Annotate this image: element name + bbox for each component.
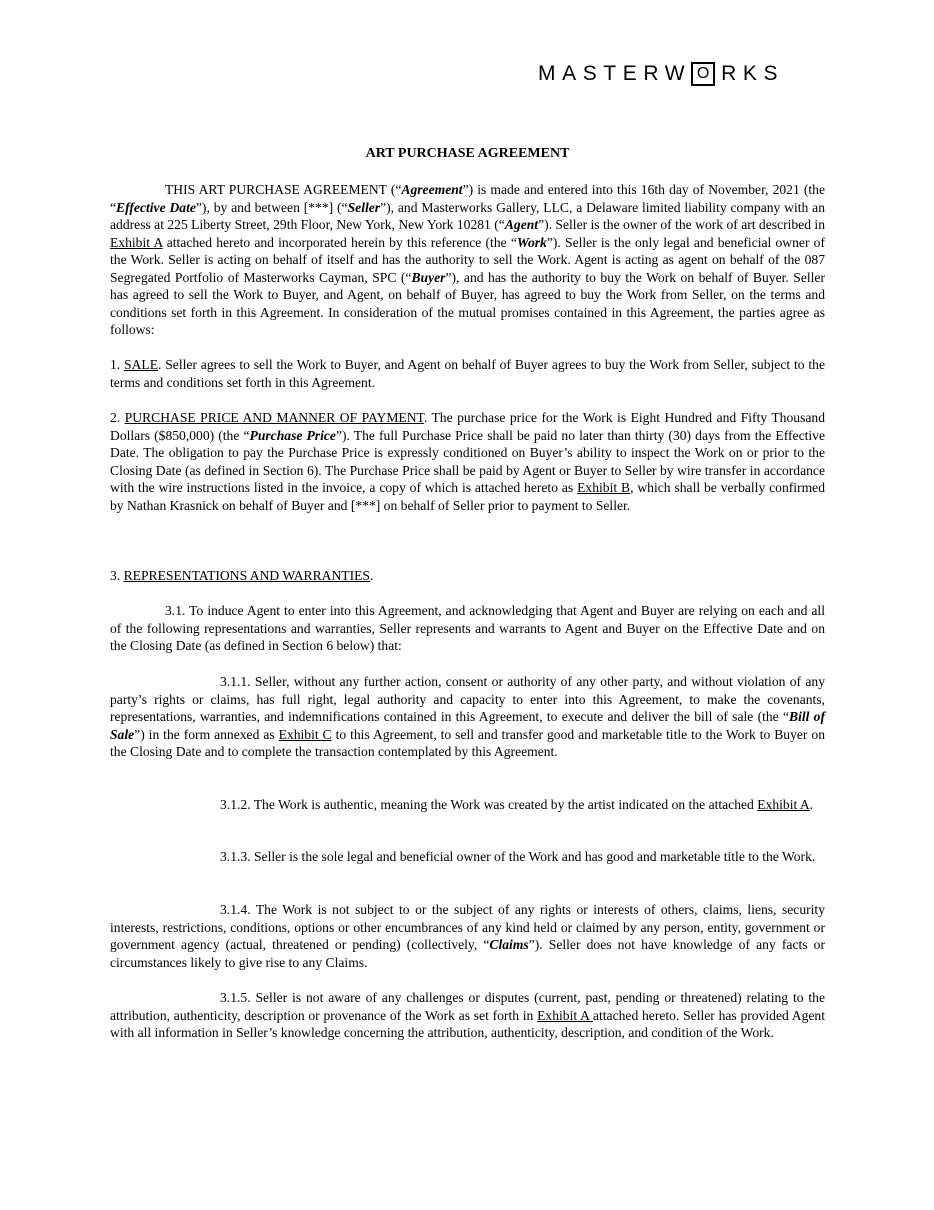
exhibit-b-reference: Exhibit B bbox=[577, 480, 631, 495]
defined-term-bill-of-sale: Bill of Sale bbox=[110, 709, 825, 742]
defined-term-effective-date: Effective Date bbox=[116, 199, 196, 215]
logo-text-start: MASTERW bbox=[538, 62, 692, 86]
section-2-purchase-price: 2. PURCHASE PRICE AND MANNER OF PAYMENT. The purchase price for the Work is Eight Hundred and Fifty Thousand Dollars ($850,000) (the “Purchase Price”). The full Purchase Price shall be paid no later than thirty (30) days from the Effective Date. The obligation to pay the Purchase Price is expressly conditioned on Buyer’s ability to inspect the Work on or prior to the Closing Date (as defined in Section 6). The Purchase Price shall be paid by Agent or Buyer to Seller by wire transfer in accordance with the wire instructions listed in the invoice, a copy of which is attached hereto as Exhibit B, which shall be verbally confirmed by Nathan Krasnick on behalf of Buyer and [***] on behalf of Seller prior to payment to Seller. bbox=[110, 410, 825, 513]
logo-text-end: RKS bbox=[721, 62, 785, 86]
defined-term-work: Work bbox=[516, 234, 547, 250]
section-2-heading: PURCHASE PRICE AND MANNER OF PAYMENT bbox=[124, 410, 424, 425]
clause-3-1-3: 3.1.3. Seller is the sole legal and beneficial owner of the Work and has good and marketable title to the Work. bbox=[220, 849, 816, 864]
defined-term-claims: Claims bbox=[489, 937, 529, 952]
exhibit-a-reference: Exhibit A bbox=[110, 234, 163, 250]
clause-3-1-2: 3.1.2. The Work is authentic, meaning the Work was created by the artist indicated on the attached Exhibit A. bbox=[220, 797, 814, 812]
defined-term-agreement: Agreement bbox=[401, 182, 463, 197]
section-1-heading: SALE bbox=[124, 357, 159, 372]
exhibit-a-reference: Exhibit A bbox=[757, 797, 810, 812]
defined-term-seller: Seller bbox=[347, 199, 381, 215]
masterworks-logo bbox=[538, 60, 784, 88]
defined-term-agent: Agent bbox=[504, 217, 539, 232]
clause-3-1: 3.1. To induce Agent to enter into this Agreement, and acknowledging that Agent and Buyer are relying on each and all of the following representations and warranties, Seller represents and warrants to Agent and Buyer on the Effective Date and on the Closing Date (as defined in Section 6 below) that: bbox=[110, 603, 825, 653]
exhibit-c-reference: Exhibit C bbox=[278, 726, 332, 742]
section-3-heading-line: 3. REPRESENTATIONS AND WARRANTIES. bbox=[110, 568, 374, 583]
document-title: ART PURCHASE AGREEMENT bbox=[365, 146, 570, 161]
clause-3-1-1: 3.1.1. Seller, without any further action, consent or authority of any other party, and without violation of any party’s rights or claims, has full right, legal authority and capacity to enter into this Agreement, to make the covenants, representations, warranties, and indemnifications contained in this Agreement, to execute and deliver the bill of sale (the “Bill of Sale”) in the form annexed as Exhibit C to this Agreement, to sell and transfer good and marketable title to the Work to Buyer on the Closing Date and to complete the transaction contemplated by this Agreement. bbox=[110, 674, 825, 759]
clause-3-1-4: 3.1.4. The Work is not subject to or the subject of any rights or interests of others, claims, liens, security interests, restrictions, conditions, options or other encumbrances of any kind held or claimed by any person, entity, government or government agency (actual, threatened or pending) (collectively, “Claims”). Seller does not have knowledge of any facts or circumstances likely to give rise to any Claims. bbox=[110, 902, 825, 970]
defined-term-purchase-price: Purchase Price bbox=[249, 427, 336, 443]
exhibit-a-reference: Exhibit A bbox=[537, 1007, 593, 1023]
section-3-heading: REPRESENTATIONS AND WARRANTIES bbox=[123, 568, 370, 583]
defined-term-buyer: Buyer bbox=[411, 269, 446, 285]
logo-boxed-letter: O bbox=[691, 62, 715, 86]
section-1-sale: 1. SALE. Seller agrees to sell the Work to Buyer, and Agent on behalf of Buyer agrees to buy the Work from Seller, subject to the terms and conditions set forth in this Agreement. bbox=[110, 357, 825, 390]
intro-paragraph: THIS ART PURCHASE AGREEMENT (“Agreement”) is made and entered into this 16th day of November, 2021 (the “Effective Date”), by and between [***] (“Seller”), and Masterworks Gallery, LLC, a Delaware limited liability company with an address at 225 Liberty Street, 29th Floor, New York, New York 10281 (“Agent”). Seller is the owner of the work of art described in Exhibit A attached hereto and incorporated herein by this reference (the “Work”). Seller is the only legal and beneficial owner of the Work. Seller is acting on behalf of itself and has the authority to sell the Work. Agent is acting as agent on behalf of the 087 Segregated Portfolio of Masterworks Cayman, SPC (“Buyer”), and has the authority to buy the Work on behalf of Buyer. Seller has agreed to sell the Work to Buyer, and Agent, on behalf of Buyer, has agreed to buy the Work from Seller, on the terms and conditions set forth in this Agreement. In consideration of the mutual promises contained in this Agreement, the parties agree as follows: bbox=[110, 182, 826, 337]
clause-3-1-5: 3.1.5. Seller is not aware of any challenges or disputes (current, past, pending or threatened) relating to the attribution, authenticity, description or provenance of the Work as set forth in Exhibit A attached hereto. Seller has provided Agent with all information in Seller’s knowledge concerning the attribution, authenticity, description, and condition of the Work. bbox=[110, 990, 826, 1040]
